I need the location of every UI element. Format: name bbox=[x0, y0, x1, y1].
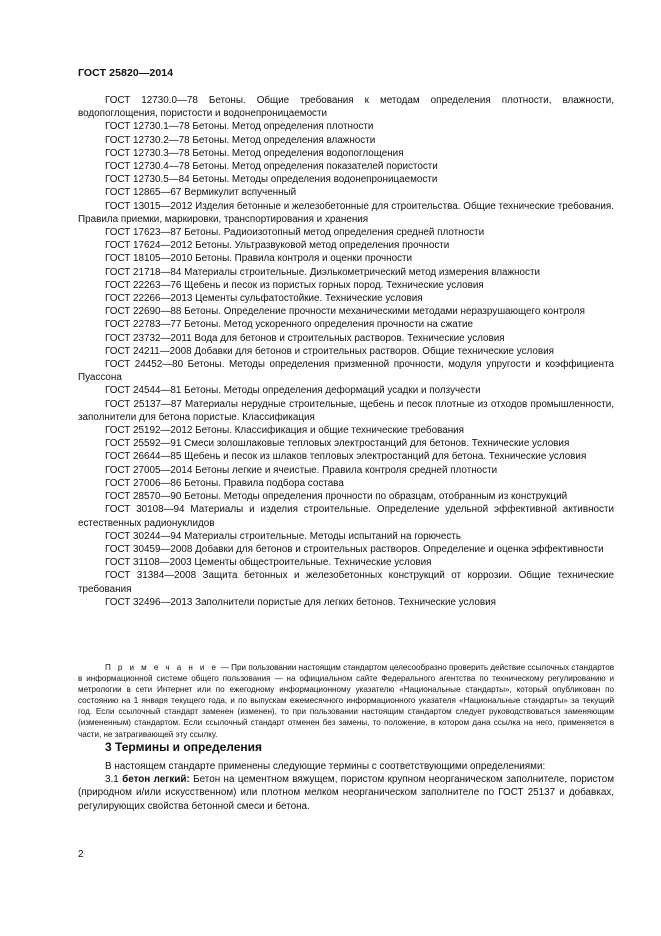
reference-item: ГОСТ 25137—87 Материалы нерудные строительные, щебень и песок плотные из отходов промышленности, заполнители для бетона пористые. Классификация bbox=[78, 398, 614, 423]
term-number: 3.1 bbox=[105, 774, 123, 786]
reference-item: ГОСТ 13015—2012 Изделия бетонные и железобетонные для строительства. Общие технические требования. Правила приемки, маркировки, транспортирования и хранения bbox=[78, 200, 614, 225]
reference-item: ГОСТ 22783—77 Бетоны. Метод ускоренного определения прочности на сжатие bbox=[105, 319, 474, 331]
reference-item: ГОСТ 28570—90 Бетоны. Методы определения прочности по образцам, отобранным из конструкций bbox=[105, 491, 568, 503]
reference-item: ГОСТ 24211—2008 Добавки для бетонов и строительных растворов. Общие технические условия bbox=[105, 345, 554, 357]
reference-item: ГОСТ 24544—81 Бетоны. Методы определения деформаций усадки и ползучести bbox=[105, 385, 481, 397]
reference-item: ГОСТ 22266—2013 Цементы сульфатостойкие. Технические условия bbox=[105, 293, 423, 305]
normative-references-list bbox=[78, 94, 614, 609]
reference-item: ГОСТ 12865—67 Вермикулит вспученный bbox=[105, 187, 297, 199]
term-definition-item bbox=[78, 773, 614, 813]
note-paragraph bbox=[78, 662, 614, 740]
reference-item: ГОСТ 25592—91 Смеси золошлаковые тепловых электростанций для бетонов. Технические условия bbox=[105, 438, 570, 450]
reference-item: ГОСТ 12730.1—78 Бетоны. Метод определения плотности bbox=[105, 121, 374, 133]
reference-item: ГОСТ 31108—2003 Цементы общестроительные. Технические условия bbox=[105, 557, 432, 569]
reference-item: ГОСТ 26644—85 Щебень и песок из шлаков тепловых электростанций для бетона. Технические условия bbox=[105, 451, 587, 463]
term-name: бетон легкий: bbox=[122, 774, 190, 786]
reference-item: ГОСТ 12730.0—78 Бетоны. Общие требования к методам определения плотности, влажности, водопоглощения, пористости и водонепроницаемости bbox=[78, 95, 614, 120]
reference-item: ГОСТ 18105—2010 Бетоны. Правила контроля и оценки прочности bbox=[105, 253, 413, 265]
document-header: ГОСТ 25820—2014 bbox=[78, 67, 174, 79]
reference-item: ГОСТ 31384—2008 Защита бетонных и железобетонных конструкций от коррозии. Общие технические требования bbox=[78, 570, 614, 595]
reference-item: ГОСТ 17624—2012 Бетоны. Ультразвуковой метод определения прочности bbox=[105, 240, 450, 252]
reference-item: ГОСТ 12730.3—78 Бетоны. Метод определения водопоглощения bbox=[105, 147, 404, 159]
reference-item: ГОСТ 12730.2—78 Бетоны. Метод определения влажности bbox=[105, 134, 376, 146]
reference-item: ГОСТ 32496—2013 Заполнители пористые для легких бетонов. Технические условия bbox=[105, 596, 496, 608]
note-text: — При пользовании настоящим стандартом целесообразно проверить действие ссылочных стандартов в информационной системе общего пользования — на официальном сайте Федерального агентства по техническому регулированию и метрологии в сети Интернет или по ежегодному информационному указателю «Национальные стандарты», который опубликован по состоянию на 1 января текущего года, и по выпускам ежемесячного информационного указателя «Национальные стандарты» за текущий год. Если ссылочный стандарт заменен (изменен), то при пользовании настоящим стандартом следует руководствоваться заменяющим (измененным) стандартом. Если ссылочный стандарт отменен без замены, то положение, в котором дана ссылка на него, применяется в части, не затрагивающей эту ссылку. bbox=[78, 663, 614, 739]
reference-item: ГОСТ 21718—84 Материалы строительные. Диэлькометрический метод измерения влажности bbox=[105, 266, 541, 278]
reference-item: ГОСТ 30244—94 Материалы строительные. Методы испытаний на горючесть bbox=[105, 530, 462, 542]
reference-item: ГОСТ 27006—86 Бетоны. Правила подбора состава bbox=[105, 477, 344, 489]
reference-item: ГОСТ 22263—76 Щебень и песок из пористых горных пород. Технические условия bbox=[105, 279, 484, 291]
note-label: П р и м е ч а н и е bbox=[105, 663, 219, 672]
reference-item: ГОСТ 12730.5—84 Бетоны. Методы определения водонепроницаемости bbox=[105, 174, 438, 186]
reference-item: ГОСТ 30108—94 Материалы и изделия строительные. Определение удельной эффективной активности естественных радионуклидов bbox=[78, 504, 614, 529]
note-block bbox=[78, 662, 614, 740]
term-definition: Бетон на цементном вяжущем, пористом крупном неорганическом заполнителе, пористом (природном и/или искусственном) или плотном мелком неорганическом заполнителе по ГОСТ 25137 и добавках, регулирующих свойства бетонной смеси и бетона. bbox=[78, 774, 614, 812]
reference-item: ГОСТ 24452—80 Бетоны. Методы определения призменной прочности, модуля упругости и коэффициента Пуассона bbox=[78, 359, 614, 384]
reference-item: ГОСТ 23732—2011 Вода для бетонов и строительных растворов. Технические условия bbox=[105, 332, 505, 344]
reference-item: ГОСТ 30459—2008 Добавки для бетонов и строительных растворов. Определение и оценка эффективности bbox=[105, 543, 604, 555]
section-intro: В настоящем стандарте применены следующие термины с соответствующими определениями: bbox=[105, 761, 546, 772]
reference-item: ГОСТ 17623—87 Бетоны. Радиоизотопный метод определения средней плотности bbox=[105, 227, 485, 239]
reference-item: ГОСТ 25192—2012 Бетоны. Классификация и общие технические требования bbox=[105, 425, 465, 437]
reference-item: ГОСТ 12730.4—78 Бетоны. Метод определения показателей пористости bbox=[105, 161, 438, 173]
page-number: 2 bbox=[78, 849, 84, 860]
reference-item: ГОСТ 22690—88 Бетоны. Определение прочности механическими методами неразрушающего контроля bbox=[105, 306, 585, 318]
reference-item: ГОСТ 27005—2014 Бетоны легкие и ячеистые. Правила контроля средней плотности bbox=[105, 464, 498, 476]
section-heading: 3 Термины и определения bbox=[105, 740, 263, 754]
section-body bbox=[78, 760, 614, 813]
